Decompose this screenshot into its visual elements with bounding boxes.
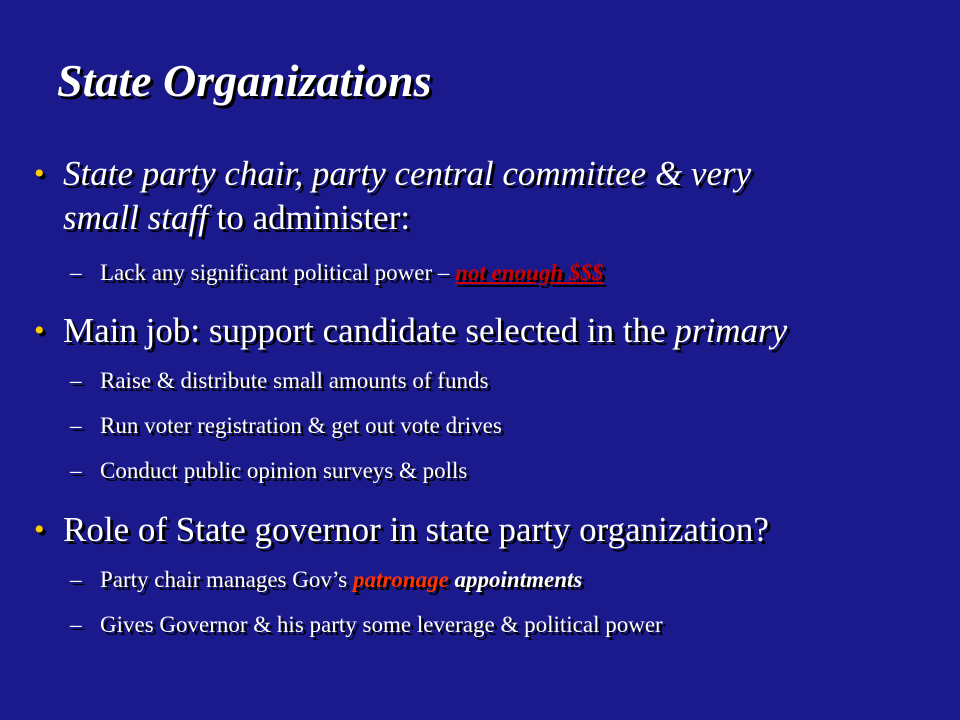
bullet-3-text: Role of State governor in state party organization? (63, 510, 769, 549)
bullet-1-text (63, 152, 954, 240)
sub-bullet-3-2 (70, 610, 663, 640)
dash-icon: – (70, 567, 82, 592)
dash-icon: – (70, 612, 82, 637)
sub-bullet-2-2-text: Run voter registration & get out vote drives (100, 413, 502, 438)
sub-bullet-3-1-text: Party chair manages Gov’s (100, 567, 353, 592)
sub-bullet-3-1 (70, 565, 582, 595)
sub-bullet-2-3-text: Conduct public opinion surveys & polls (100, 458, 468, 483)
slide-title: State Organizations (57, 55, 432, 106)
sub-bullet-3-2-text: Gives Governor & his party some leverage & political power (100, 612, 663, 637)
sub-bullet-2-2 (70, 411, 502, 441)
sub-bullet-1-1-highlight: not enough $$$ (455, 260, 604, 285)
bullet-3 (34, 508, 954, 552)
sub-bullet-2-1-text: Raise & distribute small amounts of funds (100, 368, 489, 393)
bullet-2 (34, 309, 954, 353)
dash-icon: – (70, 260, 82, 285)
bullet-1-line2-italic: small staff (63, 198, 208, 237)
bullet-1 (34, 152, 954, 240)
sub-bullet-1-1 (70, 258, 603, 288)
sub-bullet-3-1-highlight: patronage (352, 567, 449, 592)
bullet-1-line1: State party chair, party central committee & very (63, 154, 752, 193)
bullet-1-line2-plain: to administer: (207, 198, 411, 237)
bullet-dot-icon: • (34, 157, 45, 190)
bullet-2-text (63, 309, 954, 353)
sub-bullet-1-1-text: Lack any significant political power – (100, 260, 456, 285)
bullet-dot-icon: • (34, 513, 45, 546)
sub-bullet-2-3 (70, 456, 467, 486)
dash-icon: – (70, 368, 82, 393)
sub-bullet-3-1-tail: appointments (448, 567, 583, 592)
sub-bullet-2-1 (70, 366, 488, 396)
bullet-2-plain: Main job: support candidate selected in the (63, 311, 675, 350)
dash-icon: – (70, 458, 82, 483)
bullet-2-italic: primary (674, 311, 788, 350)
dash-icon: – (70, 413, 82, 438)
bullet-dot-icon: • (34, 314, 45, 347)
